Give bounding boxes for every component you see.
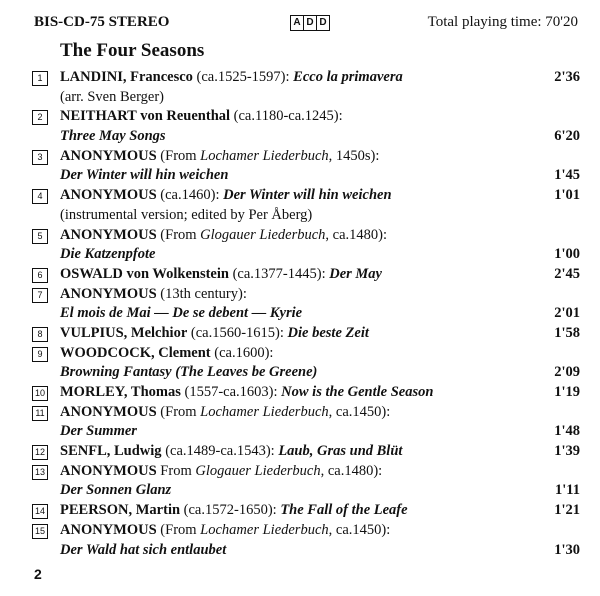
track-detail: (ca.1572-1650): — [180, 502, 281, 519]
track-detail: , 1450s): — [328, 147, 380, 164]
piece-title: Die beste Zeit — [287, 324, 369, 341]
track-number-box: 14 — [32, 504, 48, 519]
track-detail: Lochamer Liederbuch — [200, 147, 329, 164]
track-text — [60, 127, 166, 147]
track-number-box: 11 — [32, 406, 48, 421]
track-line — [32, 442, 580, 462]
track-number-box: 8 — [32, 327, 48, 342]
piece-title: Der Sonnen Glanz — [60, 482, 172, 499]
aad-box-2: D — [303, 15, 317, 31]
piece-title: Der May — [329, 265, 382, 282]
catalog-number: BIS-CD-75 STEREO — [34, 14, 170, 30]
track-duration: 1'01 — [554, 187, 580, 204]
track-number-box: 2 — [32, 110, 48, 125]
piece-title: Der Winter will hin weichen — [223, 187, 392, 204]
composer-name: Thomas — [130, 384, 181, 400]
composer-name: LANDINI, — [60, 69, 131, 85]
piece-title: Ecco la primavera — [293, 69, 403, 85]
track-detail: (From — [156, 521, 201, 538]
track-line — [32, 363, 580, 383]
track-item — [32, 521, 580, 560]
composer-name: ANONYMOUS — [60, 521, 157, 538]
track-item — [32, 324, 580, 344]
track-detail: (ca.1560-1615): — [187, 324, 288, 341]
track-number-box: 12 — [32, 445, 48, 460]
track-item — [32, 442, 580, 462]
track-item — [32, 344, 580, 383]
track-detail: , ca.1480): — [320, 462, 383, 479]
track-line — [32, 481, 580, 501]
track-detail: From — [156, 462, 196, 479]
track-text — [60, 422, 137, 442]
aad-box-3: D — [316, 15, 330, 31]
track-line — [32, 68, 580, 88]
composer-name: von Wolkenstein — [122, 265, 229, 282]
track-line — [32, 226, 580, 246]
composer-name: ANONYMOUS — [60, 187, 157, 204]
track-line — [32, 541, 580, 561]
track-item — [32, 285, 580, 324]
track-detail: (13th century): — [156, 285, 247, 302]
track-detail: , ca.1450): — [328, 521, 391, 538]
track-text — [60, 206, 312, 226]
track-detail: (ca.1525-1597): — [192, 69, 294, 85]
track-text — [60, 304, 302, 324]
track-line — [32, 403, 580, 423]
track-duration: 2'09 — [554, 364, 580, 381]
track-line — [32, 501, 580, 521]
track-item — [32, 501, 580, 521]
track-detail: (From — [156, 403, 201, 420]
track-number-box: 4 — [32, 189, 48, 204]
track-item — [32, 403, 580, 442]
composer-name: SENFL, — [60, 443, 114, 460]
track-line — [32, 147, 580, 167]
piece-title: Die Katzenpfote — [60, 246, 156, 263]
track-line — [32, 245, 580, 265]
track-text — [60, 226, 387, 246]
track-detail: (ca.1377-1445): — [228, 265, 330, 282]
track-text — [60, 501, 408, 521]
composer-name: NEITHART — [60, 108, 137, 125]
track-line — [32, 324, 580, 344]
track-number-box: 5 — [32, 229, 48, 244]
track-text — [60, 363, 317, 383]
track-line — [32, 206, 580, 226]
composer-name: WOODCOCK, — [60, 344, 159, 361]
track-number-box: 13 — [32, 465, 48, 480]
track-line — [32, 462, 580, 482]
header — [34, 12, 578, 36]
album-title: The Four Seasons — [60, 40, 205, 61]
track-duration: 1'00 — [554, 246, 580, 263]
track-line — [32, 422, 580, 442]
track-text — [60, 107, 343, 127]
track-detail: (arr. Sven Berger) — [60, 88, 165, 105]
track-number-box: 6 — [32, 268, 48, 283]
track-number-box: 7 — [32, 288, 48, 303]
track-detail: Lochamer Liederbuch — [200, 521, 329, 538]
track-number-box: 3 — [32, 150, 48, 165]
track-line — [32, 521, 580, 541]
track-text — [60, 324, 369, 344]
track-line — [32, 186, 580, 206]
piece-title: Browning Fantasy (The Leaves be Greene) — [60, 364, 318, 381]
track-text — [60, 481, 171, 501]
piece-title: Laub, Gras und Blüt — [278, 443, 403, 460]
track-duration: 1'30 — [554, 541, 580, 558]
composer-name: Francesco — [130, 69, 193, 85]
track-text — [60, 88, 164, 108]
track-item — [32, 68, 580, 107]
track-detail: (From — [156, 147, 201, 164]
track-line — [32, 285, 580, 305]
track-text — [60, 186, 392, 206]
track-duration: 2'36 — [554, 69, 580, 85]
piece-title: Three May Songs — [60, 128, 166, 145]
composer-name: ANONYMOUS — [60, 147, 157, 164]
track-text — [60, 383, 433, 403]
track-duration: 1'58 — [554, 324, 580, 341]
track-detail: Glogauer Liederbuch — [200, 226, 326, 243]
composer-name: ANONYMOUS — [60, 462, 157, 479]
track-detail: (ca.1180-ca.1245): — [230, 108, 343, 125]
track-line — [32, 88, 580, 108]
track-detail: (ca.1460): — [156, 187, 224, 204]
track-line — [32, 344, 580, 364]
track-item — [32, 462, 580, 501]
track-duration: 1'48 — [554, 423, 580, 440]
track-number-box: 15 — [32, 524, 48, 539]
composer-name: OSWALD — [60, 265, 123, 282]
total-playing-time: Total playing time: 70'20 — [427, 14, 578, 30]
track-text — [60, 403, 390, 423]
track-duration: 1'19 — [554, 384, 580, 400]
track-duration: 2'01 — [554, 305, 580, 322]
track-line — [32, 107, 580, 127]
track-list — [32, 68, 580, 560]
track-text — [60, 442, 402, 462]
track-text — [60, 285, 247, 305]
track-line — [32, 304, 580, 324]
piece-title: El mois de Mai — De se debent — Kyrie — [60, 305, 303, 322]
track-detail: (1557-ca.1603): — [180, 384, 282, 400]
track-detail: , ca.1450): — [328, 403, 391, 420]
composer-name: von Reuenthal — [136, 108, 231, 125]
track-text — [60, 166, 228, 186]
aad-code-boxes — [290, 15, 329, 31]
track-line — [32, 265, 580, 285]
track-detail: (ca.1489-ca.1543): — [161, 443, 279, 460]
composer-name: Ludwig — [114, 443, 162, 460]
track-duration: 6'20 — [554, 128, 580, 145]
composer-name: VULPIUS, — [60, 324, 131, 341]
track-line — [32, 127, 580, 147]
composer-name: Melchior — [130, 324, 188, 341]
track-item — [32, 147, 580, 186]
track-text — [60, 265, 382, 285]
track-text — [60, 344, 273, 364]
composer-name: PEERSON, — [60, 502, 136, 519]
piece-title: Der Winter will hin weichen — [60, 167, 229, 184]
track-duration: 1'21 — [554, 502, 580, 519]
track-number-box: 9 — [32, 347, 48, 362]
track-text — [60, 147, 379, 167]
track-detail: Glogauer Liederbuch — [195, 462, 321, 479]
track-duration: 2'45 — [554, 265, 580, 282]
track-line — [32, 383, 580, 403]
track-text — [60, 541, 226, 561]
composer-name: Clement — [158, 344, 211, 361]
composer-name: Martin — [135, 502, 181, 519]
composer-name: MORLEY, — [60, 384, 131, 400]
page-number: 2 — [34, 566, 42, 582]
piece-title: The Fall of the Leafe — [280, 502, 408, 519]
composer-name: ANONYMOUS — [60, 226, 157, 243]
aad-box-1: A — [290, 15, 304, 31]
track-item — [32, 383, 580, 403]
track-detail: (ca.1600): — [210, 344, 274, 361]
track-item — [32, 186, 580, 225]
track-item — [32, 226, 580, 265]
track-detail: Lochamer Liederbuch — [200, 403, 329, 420]
track-text — [60, 245, 155, 265]
composer-name: ANONYMOUS — [60, 403, 157, 420]
track-text — [60, 521, 390, 541]
track-duration: 1'39 — [554, 443, 580, 460]
piece-title: Der Summer — [60, 423, 137, 440]
track-detail: (From — [156, 226, 201, 243]
composer-name: ANONYMOUS — [60, 285, 157, 302]
piece-title: Der Wald hat sich entlaubet — [60, 541, 227, 558]
track-number-box: 1 — [32, 71, 48, 86]
track-text — [60, 462, 382, 482]
track-item — [32, 265, 580, 285]
track-item — [32, 107, 580, 146]
track-duration: 1'45 — [554, 167, 580, 184]
track-detail: (instrumental version; edited by Per Åberg) — [60, 206, 313, 223]
track-detail: , ca.1480): — [325, 226, 388, 243]
track-number-box: 10 — [32, 386, 48, 401]
track-duration: 1'11 — [555, 482, 580, 499]
track-text — [60, 68, 403, 88]
track-line — [32, 166, 580, 186]
piece-title: Now is the Gentle Season — [281, 384, 434, 400]
